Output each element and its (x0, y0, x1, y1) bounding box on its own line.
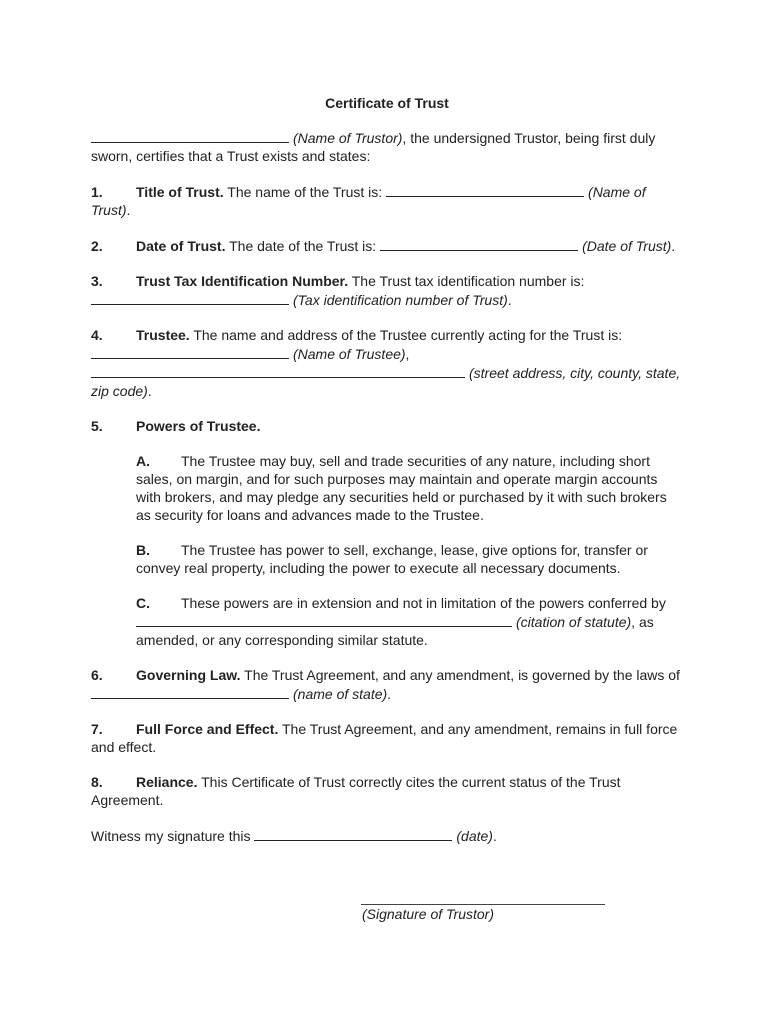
item-tail: . (126, 202, 131, 218)
signature-field[interactable] (361, 904, 605, 905)
item-1 (91, 182, 683, 219)
item-heading: Reliance. (136, 774, 198, 790)
power-text: The Trustee may buy, sell and trade securities of any nature, including short sales, on margin, and for such purposes may maintain and operate margin accounts with brokers, and may pledge any securities held or purchased by it with such brokers as security for loans and advances made to the Trustee. (136, 453, 667, 523)
power-c (136, 594, 683, 649)
document-title: Certificate of Trust (325, 95, 449, 111)
trust-name-field[interactable] (386, 182, 584, 197)
witness-text: Witness my signature this (91, 828, 251, 844)
intro-text: , the undersigned Trustor, being first duly sworn, certifies that a Trust exists and states: (91, 130, 656, 164)
item-heading: Trust Tax Identification Number. (136, 273, 349, 289)
trustor-name-hint: (Name of Trustor) (293, 130, 403, 146)
item-text: The Trust Agreement, and any amendment, remains in full force and effect. (91, 721, 678, 755)
item-tail: . (507, 292, 512, 308)
power-b (136, 541, 683, 577)
item-heading: Powers of Trustee. (136, 418, 261, 434)
item-number: 5. (91, 418, 103, 434)
statute-citation-field[interactable] (136, 612, 512, 627)
item-heading: Title of Trust. (136, 184, 224, 200)
item-heading: Trustee. (136, 327, 190, 343)
item-3 (91, 272, 683, 309)
item-number: 3. (91, 273, 103, 289)
power-text: These powers are in extension and not in limitation of the powers conferred by (181, 595, 666, 611)
signature-label: (Signature of Trustor) (362, 906, 495, 922)
item-text: The date of the Trust is: (229, 238, 377, 254)
power-letter: B. (136, 542, 150, 558)
item-number: 1. (91, 184, 103, 200)
trust-date-field[interactable] (380, 236, 578, 251)
item-number: 2. (91, 238, 103, 254)
power-text: The Trustee has power to sell, exchange, lease, give options for, transfer or convey real property, including the power to execute all necessary documents. (136, 542, 648, 576)
power-letter: C. (136, 595, 150, 611)
item-comma: , (405, 346, 410, 362)
item-number: 4. (91, 327, 103, 343)
document-body (91, 94, 683, 862)
trust-date-hint: (Date of Trust) (582, 238, 672, 254)
trustee-address-field[interactable] (91, 363, 465, 378)
statute-citation-hint: (citation of statute) (516, 614, 632, 630)
item-number: 8. (91, 774, 103, 790)
item-2 (91, 236, 683, 255)
item-text: The name and address of the Trustee currently acting for the Trust is: (193, 327, 623, 343)
state-hint: (name of state) (293, 686, 388, 702)
item-number: 6. (91, 667, 103, 683)
intro-paragraph (91, 128, 683, 165)
item-8 (91, 773, 683, 809)
item-heading: Governing Law. (136, 667, 241, 683)
item-text: The name of the Trust is: (227, 184, 383, 200)
power-letter: A. (136, 453, 150, 469)
trustee-name-field[interactable] (91, 344, 289, 359)
item-heading: Date of Trust. (136, 238, 226, 254)
item-number: 7. (91, 721, 103, 737)
item-7 (91, 720, 683, 756)
item-4 (91, 326, 683, 400)
trustor-name-field[interactable] (91, 128, 289, 143)
item-tail: . (671, 238, 676, 254)
item-tail: . (387, 686, 392, 702)
witness-tail: . (492, 828, 497, 844)
witness-date-field[interactable] (254, 826, 452, 841)
item-heading: Full Force and Effect. (136, 721, 279, 737)
item-text: The Trust tax identification number is: (351, 273, 585, 289)
trustee-address-hint: (street address, city, county, state, zip code) (91, 365, 681, 399)
item-text: The Trust Agreement, and any amendment, is governed by the laws of (244, 667, 680, 683)
witness-date-hint: (date) (456, 828, 493, 844)
item-5 (91, 417, 683, 435)
trust-name-hint: (Name of Trust) (91, 184, 646, 218)
tax-id-hint: (Tax identification number of Trust) (293, 292, 508, 308)
item-6 (91, 666, 683, 703)
power-tail: , as amended, or any corresponding similar statute. (136, 614, 654, 648)
power-a (136, 452, 683, 524)
trustee-name-hint: (Name of Trustee) (293, 346, 406, 362)
state-field[interactable] (91, 684, 289, 699)
witness-line (91, 826, 683, 845)
item-text: This Certificate of Trust correctly cites the current status of the Trust Agreement. (91, 774, 621, 808)
tax-id-field[interactable] (91, 290, 289, 305)
item-tail: . (147, 383, 152, 399)
